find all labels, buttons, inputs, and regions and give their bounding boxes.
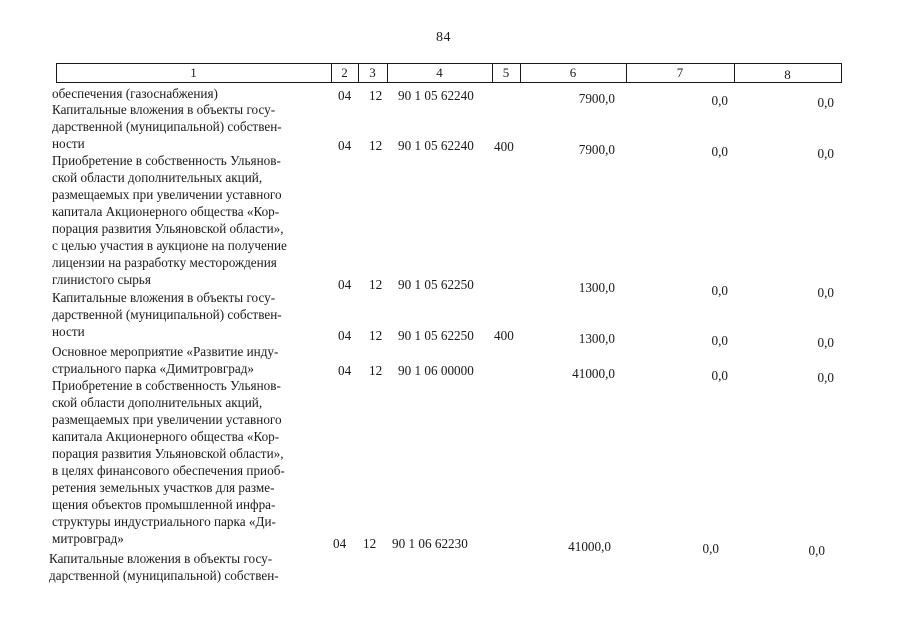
row-col-8: 0,0 <box>817 285 834 300</box>
col-header-5: 5 <box>502 65 510 80</box>
row-col-2: 04 <box>338 363 352 378</box>
row-col-6: 1300,0 <box>578 280 615 295</box>
row-col-7: 0,0 <box>702 541 719 556</box>
col-header-2: 2 <box>341 65 348 80</box>
row-description: Капитальные вложения в объекты госу- дарственной (муниципальной) собствен- ности <box>52 290 282 339</box>
row-col-3: 12 <box>369 138 383 153</box>
row-description: Капитальные вложения в объекты госу- дарственной (муниципальной) собствен- ности <box>52 102 282 151</box>
row-col-4: 90 1 05 62240 <box>398 138 474 153</box>
row-col-3: 12 <box>369 277 383 292</box>
row-col-4: 90 1 05 62240 <box>398 88 474 103</box>
page-number: 84 <box>436 30 451 45</box>
col-header-1: 1 <box>190 65 197 80</box>
row-col-8: 0,0 <box>817 370 834 385</box>
col-header-7: 7 <box>676 65 684 80</box>
row-col-6: 7900,0 <box>578 91 615 106</box>
row-col-3: 12 <box>369 328 383 343</box>
row-col-3: 12 <box>369 88 383 103</box>
row-col-6: 1300,0 <box>578 331 615 346</box>
row-col-3: 12 <box>363 536 377 551</box>
row-col-4: 90 1 05 62250 <box>398 277 474 292</box>
row-description: Основное мероприятие «Развитие инду- стриального парка «Димитровград» <box>52 344 279 376</box>
row-description: обеспечения (газоснабжения) <box>52 86 218 101</box>
table-header <box>56 63 842 83</box>
row-col-3: 12 <box>369 363 383 378</box>
col-header-3: 3 <box>369 65 376 80</box>
header-divider <box>841 63 842 83</box>
row-description: Приобретение в собственность Ульянов- ской области дополнительных акций, размещаемых при увеличении уставного капитала Акционерного общества «Кор- порация развития Ульяновской области», с целью участия в аукционе на получение лицензии на разработку месторождения глинистого сырья <box>52 153 287 287</box>
col-header-4: 4 <box>436 65 443 80</box>
row-col-6: 7900,0 <box>578 142 615 157</box>
row-col-4: 90 1 06 00000 <box>398 363 474 378</box>
row-col-7: 0,0 <box>711 368 728 383</box>
row-col-2: 04 <box>338 138 352 153</box>
row-col-2: 04 <box>338 277 352 292</box>
row-col-4: 90 1 05 62250 <box>398 328 474 343</box>
row-col-2: 04 <box>333 536 347 551</box>
row-col-8: 0,0 <box>817 146 834 161</box>
row-col-2: 04 <box>338 328 352 343</box>
row-col-2: 04 <box>338 88 352 103</box>
row-col-7: 0,0 <box>711 93 728 108</box>
row-col-7: 0,0 <box>711 333 728 348</box>
row-col-6: 41000,0 <box>568 539 611 554</box>
row-col-4: 90 1 06 62230 <box>392 536 468 551</box>
header-bottom-border <box>56 82 842 83</box>
row-col-7: 0,0 <box>711 283 728 298</box>
col-header-8: 8 <box>784 67 791 82</box>
col-header-6: 6 <box>569 65 577 80</box>
row-col-6: 41000,0 <box>572 366 615 381</box>
row-col-5: 400 <box>494 139 514 154</box>
row-col-8: 0,0 <box>817 335 834 350</box>
row-col-8: 0,0 <box>808 543 825 558</box>
header-top-border <box>56 63 842 64</box>
row-col-8: 0,0 <box>817 95 834 110</box>
row-description: Капитальные вложения в объекты госу- дарственной (муниципальной) собствен- <box>49 551 279 583</box>
row-col-7: 0,0 <box>711 144 728 159</box>
row-description: Приобретение в собственность Ульянов- ской области дополнительных акций, размещаемых при увеличении уставного капитала Акционерного общества «Кор- порация развития Ульяновской области», в целях финансового обеспечения приоб- ретения земельных участков для разме- щения объектов промышленной инфра- структуры индустриального парка «Ди- митровград» <box>52 378 285 546</box>
row-col-5: 400 <box>494 328 514 343</box>
